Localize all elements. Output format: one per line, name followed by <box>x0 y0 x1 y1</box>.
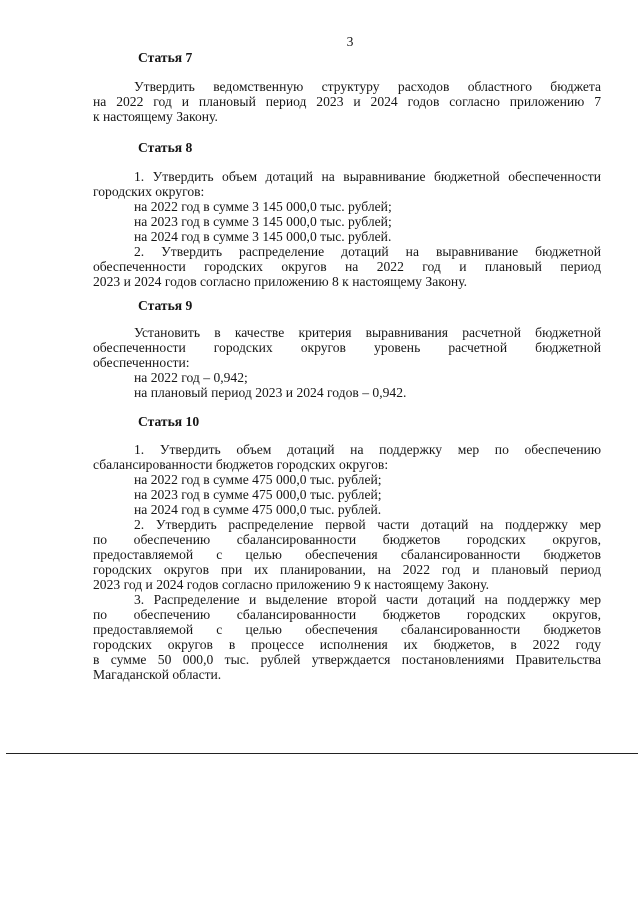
article-10-heading: Статья 10 <box>138 414 200 429</box>
article-10-line: 2. Утвердить распределение первой части дотаций на поддержку мер <box>134 517 601 532</box>
article-10-line: Магаданской области. <box>93 667 222 682</box>
article-8-line: на 2024 год в сумме 3 145 000,0 тыс. рублей. <box>134 229 392 244</box>
article-10-line: по обеспечению сбалансированности бюджетов городских округов, <box>93 607 601 622</box>
article-8-line: 2023 и 2024 годов согласно приложению 8 к настоящему Закону. <box>93 274 468 289</box>
article-10-line: 1. Утвердить объем дотаций на поддержку мер по обеспечению <box>134 442 601 457</box>
article-10-line: на 2023 год в сумме 475 000,0 тыс. рублей; <box>134 487 382 502</box>
article-7-line: к настоящему Закону. <box>93 109 218 124</box>
article-8-line: городских округов: <box>93 184 205 199</box>
article-9-heading: Статья 9 <box>138 298 193 313</box>
article-10-line: предоставляемой с целью обеспечения сбалансированности бюджетов <box>93 547 601 562</box>
article-9-line: Установить в качестве критерия выравнивания расчетной бюджетной <box>134 325 601 340</box>
article-8-line: на 2022 год в сумме 3 145 000,0 тыс. рублей; <box>134 199 392 214</box>
article-8-line: обеспеченности городских округов на 2022 год и плановый период <box>93 259 601 274</box>
article-10-line: по обеспечению сбалансированности бюджетов городских округов, <box>93 532 601 547</box>
page-number: 3 <box>346 34 354 49</box>
article-7-line: Утвердить ведомственную структуру расходов областного бюджета <box>134 79 601 94</box>
article-10-line: сбалансированности бюджетов городских округов: <box>93 457 389 472</box>
article-7-line: на 2022 год и плановый период 2023 и 2024 годов согласно приложению 7 <box>93 94 601 109</box>
article-10-line: на 2024 год в сумме 475 000,0 тыс. рублей. <box>134 502 382 517</box>
article-7-heading: Статья 7 <box>138 50 193 65</box>
article-8-line: 2. Утвердить распределение дотаций на выравнивание бюджетной <box>134 244 601 259</box>
article-9-line: обеспеченности: <box>93 355 190 370</box>
article-10-line: городских округов при их планировании, на 2022 год и плановый период <box>93 562 601 577</box>
article-9-line: на 2022 год – 0,942; <box>134 370 248 385</box>
article-8-heading: Статья 8 <box>138 140 193 155</box>
article-10-line: предоставляемой с целью обеспечения сбалансированности бюджетов <box>93 622 601 637</box>
horizontal-rule <box>6 753 638 754</box>
article-9-line: обеспеченности городских округов уровень расчетной бюджетной <box>93 340 601 355</box>
article-10-line: 3. Распределение и выделение второй части дотаций на поддержку мер <box>134 592 601 607</box>
article-10-line: 2023 год и 2024 годов согласно приложению 9 к настоящему Закону. <box>93 577 490 592</box>
article-8-line: на 2023 год в сумме 3 145 000,0 тыс. рублей; <box>134 214 392 229</box>
article-8-line: 1. Утвердить объем дотаций на выравнивание бюджетной обеспеченности <box>134 169 601 184</box>
article-10-line: в сумме 50 000,0 тыс. рублей утверждается постановлениями Правительства <box>93 652 601 667</box>
article-9-line: на плановый период 2023 и 2024 годов – 0,942. <box>134 385 407 400</box>
article-10-line: на 2022 год в сумме 475 000,0 тыс. рублей; <box>134 472 382 487</box>
article-10-line: городских округов в процессе исполнения их бюджетов, в 2022 году <box>93 637 601 652</box>
